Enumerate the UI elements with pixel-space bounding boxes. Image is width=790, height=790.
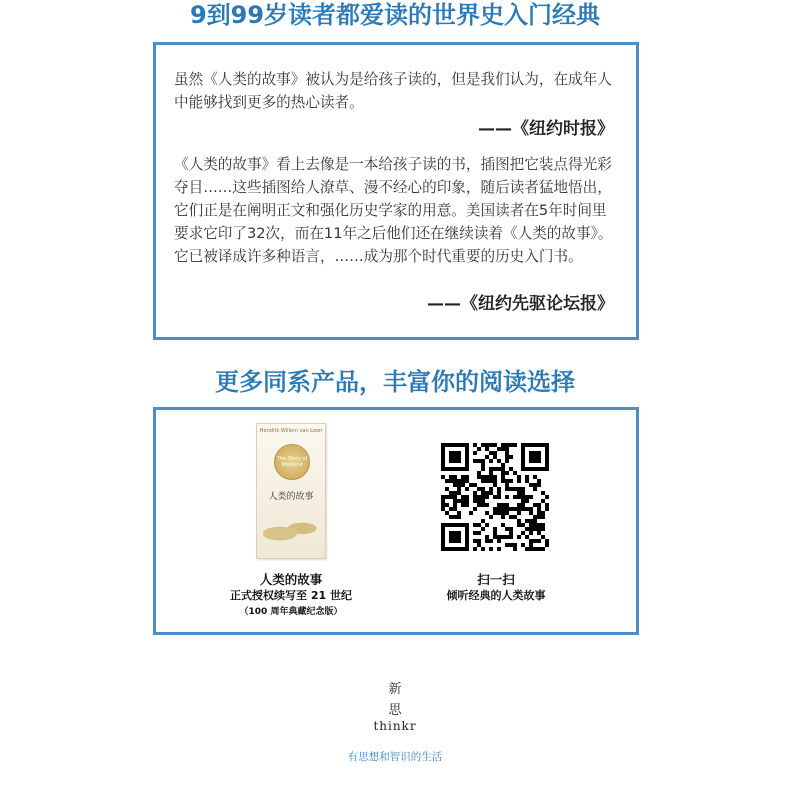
qr-code-icon[interactable] [441, 443, 549, 551]
brand-logo-wordmark: thinkr [373, 719, 417, 733]
book-cover-seal: The Story of Mankind [274, 444, 310, 480]
qr-label: 扫一扫 [477, 572, 515, 587]
book-cover-title: 人类的故事 [268, 492, 314, 502]
review-source-nyt: ——《纽约时报》 [478, 119, 614, 139]
book-title: 人类的故事 [259, 572, 323, 587]
brand-logo-line2: 思 [388, 703, 402, 718]
section-headline-products: 更多同系产品，丰富你的阅读选择 [215, 368, 575, 396]
review-source-herald-tribune: ——《纽约先驱论坛报》 [427, 294, 614, 314]
book-cover-image[interactable] [256, 423, 326, 559]
review-quote-nyt: 虽然《人类的故事》被认为是给孩子读的，但是我们认为，在成年人中能够找到更多的热心读者。 [174, 71, 612, 111]
book-subtitle: 正式授权续写至 21 世纪 [230, 589, 352, 602]
book-cover-author: Hendrik Willem van Loon [259, 428, 323, 434]
review-quotes-box [153, 42, 639, 340]
brand-logo-line1: 新 [388, 682, 402, 697]
product-box [153, 407, 639, 635]
book-edition: （100 周年典藏纪念版） [239, 607, 343, 617]
qr-description: 倾听经典的人类故事 [446, 589, 546, 602]
review-quote-herald-tribune: 《人类的故事》看上去像是一本给孩子读的书，插图把它装点得光彩夺目……这些插图给人潦草、漫不经心的印象，随后读者猛地悟出，它们正是在阐明正文和强化历史学家的用意。美国读者在5年时间里要求它印了32次，而在11年之后他们还在继续读着《人类的故事》。它已被译成许多种语言，……成为那个时代重要的历史入门书。 [174, 156, 613, 265]
brand-tagline: 有思想和智识的生活 [347, 751, 443, 763]
section-headline-classic: 9到99岁读者都爱读的世界史入门经典 [189, 1, 601, 29]
book-cover-illustration [263, 518, 319, 544]
